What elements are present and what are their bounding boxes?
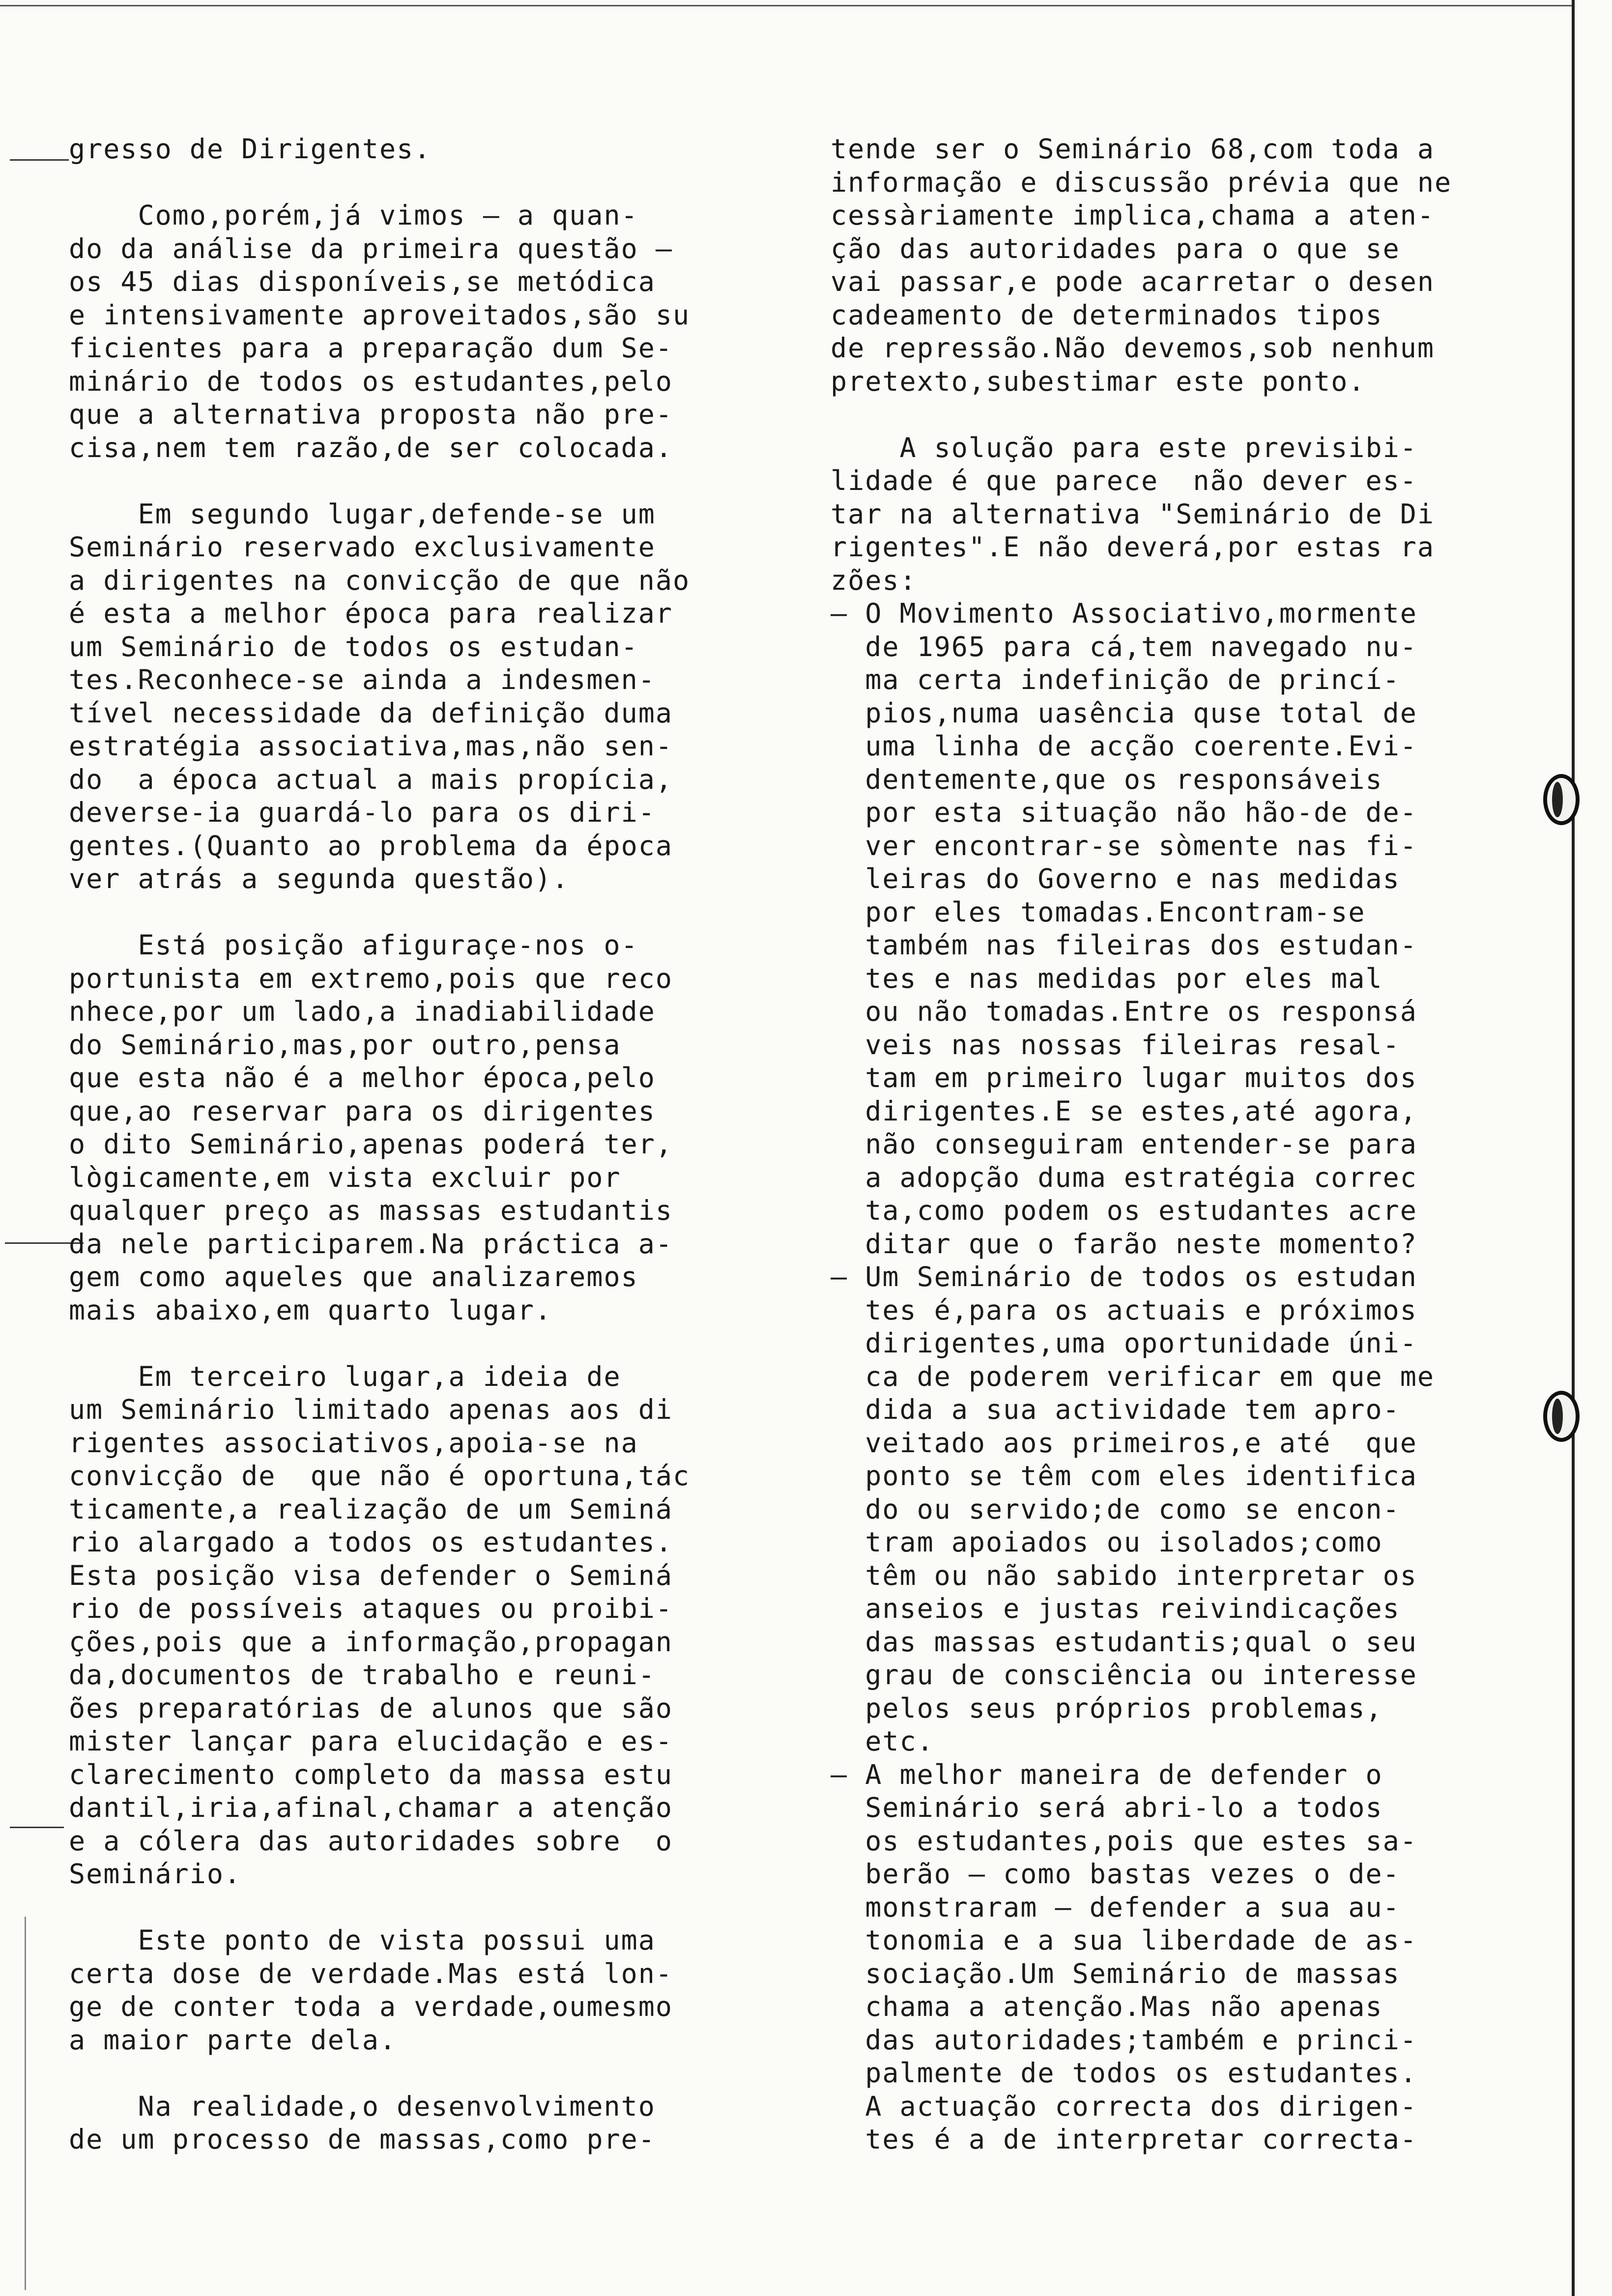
- text-line: por esta situação não hão-de de-: [831, 797, 1417, 828]
- text-line: cadeamento de determinados tipos: [831, 299, 1383, 331]
- page-left-edge: [25, 1917, 26, 2290]
- text-line: e a cólera das autoridades sobre o: [69, 1825, 673, 1857]
- text-line: um Seminário limitado apenas aos di: [69, 1394, 673, 1425]
- text-line: ge de conter toda a verdade,oumesmo: [69, 1991, 673, 2022]
- text-line: Está posição afiguraçe-nos o-: [69, 929, 638, 961]
- text-line: chama a atenção.Mas não apenas: [831, 1991, 1383, 2022]
- text-line: tes é a de interpretar correcta-: [831, 2124, 1417, 2155]
- text-line: ver encontrar-se sòmente nas fi-: [831, 830, 1417, 861]
- text-line: ver atrás a segunda questão).: [69, 863, 570, 894]
- text-line: gem como aqueles que analizaremos: [69, 1261, 638, 1292]
- text-line: informação e discussão prévia que ne: [831, 166, 1452, 198]
- text-line: grau de consciência ou interesse: [831, 1659, 1417, 1691]
- text-line: das autoridades;também e princi-: [831, 2024, 1417, 2056]
- text-line: que esta não é a melhor época,pelo: [69, 1062, 656, 1093]
- text-line: A actuação correcta dos dirigen-: [831, 2090, 1417, 2122]
- text-line: os estudantes,pois que estes sa-: [831, 1825, 1417, 1857]
- text-line: ções,pois que a informação,propagan: [69, 1626, 673, 1658]
- text-line: mister lançar para elucidação e es-: [69, 1725, 673, 1757]
- text-line: Seminário.: [69, 1858, 242, 1890]
- text-line: do a época actual a mais propícia,: [69, 763, 673, 795]
- paragraph-gap: [69, 2057, 796, 2090]
- text-line: do ou servido;de como se encon-: [831, 1493, 1400, 1525]
- text-line: clarecimento completo da massa estu: [69, 1758, 673, 1790]
- text-line: Em terceiro lugar,a ideia de: [69, 1360, 621, 1392]
- text-line: pelos seus próprios problemas,: [831, 1692, 1383, 1724]
- text-line: a dirigentes na convicção de que não: [69, 564, 691, 596]
- text-line: tível necessidade da definição duma: [69, 697, 673, 729]
- text-line: também nas fileiras dos estudan-: [831, 929, 1417, 961]
- paragraph-gap: [69, 464, 796, 498]
- text-line: os 45 dias disponíveis,se metódica: [69, 266, 656, 297]
- text-line: pios,numa uasência quse total de: [831, 697, 1417, 729]
- text-line: Como,porém,já vimos — a quan-: [69, 200, 638, 231]
- text-line: ma certa indefinição de princí-: [831, 664, 1400, 695]
- text-line: minário de todos os estudantes,pelo: [69, 365, 673, 397]
- paragraph-gap: [69, 1327, 796, 1360]
- text-line: ficientes para a preparação dum Se-: [69, 332, 673, 364]
- paragraph-gap: [831, 398, 1558, 431]
- text-line: mais abaixo,em quarto lugar.: [69, 1294, 552, 1326]
- text-line: deverse-ia guardá-lo para os diri-: [69, 797, 656, 828]
- text-line: A solução para este previsibi-: [831, 431, 1417, 463]
- text-line: tende ser o Seminário 68,com toda a: [831, 133, 1435, 165]
- text-line: qualquer preço as massas estudantis: [69, 1195, 673, 1226]
- text-line: da,documentos de trabalho e reuni-: [69, 1659, 656, 1691]
- text-line: veitado aos primeiros,e até que: [831, 1427, 1417, 1459]
- text-line: é esta a melhor época para realizar: [69, 598, 673, 629]
- text-line: rio alargado a todos os estudantes.: [69, 1526, 673, 1558]
- text-line: — O Movimento Associativo,mormente: [831, 598, 1417, 629]
- text-line: e intensivamente aproveitados,são su: [69, 299, 691, 331]
- text-line: ões preparatórias de alunos que são: [69, 1692, 673, 1724]
- text-line: cisa,nem tem razão,de ser colocada.: [69, 431, 673, 463]
- text-line: tes.Reconhece-se ainda a indesmen-: [69, 664, 656, 695]
- text-line: a maior parte dela.: [69, 2024, 397, 2056]
- text-line: tes é,para os actuais e próximos: [831, 1294, 1417, 1326]
- text-line: dirigentes,uma oportunidade úni-: [831, 1327, 1417, 1359]
- text-line: de 1965 para cá,tem navegado nu-: [831, 631, 1417, 662]
- text-line: convicção de que não é oportuna,tác: [69, 1460, 691, 1492]
- text-line: de repressão.Não devemos,sob nenhum: [831, 332, 1435, 364]
- text-line: ponto se têm com eles identifica: [831, 1460, 1417, 1492]
- text-line: dantil,iria,afinal,chamar a atenção: [69, 1792, 673, 1823]
- text-line: a adopção duma estratégia correc: [831, 1161, 1417, 1193]
- text-line: pretexto,subestimar este ponto.: [831, 365, 1366, 397]
- text-line: tar na alternativa "Seminário de Di: [831, 498, 1435, 530]
- text-line: veis nas nossas fileiras resal-: [831, 1029, 1400, 1061]
- text-line: do Seminário,mas,por outro,pensa: [69, 1029, 621, 1061]
- text-line: sociação.Um Seminário de massas: [831, 1957, 1400, 1989]
- text-line: ta,como podem os estudantes acre: [831, 1195, 1417, 1226]
- text-line: lògicamente,em vista excluir por: [69, 1161, 621, 1193]
- text-line: zões:: [831, 564, 917, 596]
- text-line: etc.: [831, 1725, 934, 1757]
- text-line: por eles tomadas.Encontram-se: [831, 896, 1366, 928]
- text-line: o dito Seminário,apenas poderá ter,: [69, 1128, 673, 1160]
- text-line: rigentes".E não deverá,por estas ra: [831, 531, 1435, 563]
- text-line: rio de possíveis ataques ou proibi-: [69, 1593, 673, 1624]
- text-line: tam em primeiro lugar muitos dos: [831, 1062, 1417, 1093]
- text-line: certa dose de verdade.Mas está lon-: [69, 1957, 673, 1989]
- left-text-column: [69, 133, 796, 2156]
- text-line: lidade é que parece não dever es-: [831, 465, 1417, 496]
- text-line: Seminário será abri-lo a todos: [831, 1792, 1383, 1823]
- text-line: palmente de todos os estudantes.: [831, 2057, 1417, 2089]
- text-line: dirigentes.E se estes,até agora,: [831, 1095, 1417, 1127]
- text-line: do da análise da primeira questão —: [69, 232, 673, 264]
- text-line: estratégia associativa,mas,não sen-: [69, 730, 673, 762]
- text-line: um Seminário de todos os estudan-: [69, 631, 638, 662]
- paragraph-gap: [69, 166, 796, 200]
- margin-mark: [10, 159, 69, 161]
- text-line: rigentes associativos,apoia-se na: [69, 1427, 638, 1459]
- text-line: da nele participarem.Na práctica a-: [69, 1228, 673, 1260]
- text-line: de um processo de massas,como pre-: [69, 2124, 656, 2155]
- paragraph-gap: [69, 896, 796, 929]
- text-line: gresso de Dirigentes.: [69, 133, 432, 165]
- text-line: berão — como bastas vezes o de-: [831, 1858, 1400, 1890]
- text-line: ca de poderem verificar em que me: [831, 1360, 1435, 1392]
- text-line: Em segundo lugar,defende-se um: [69, 498, 656, 530]
- text-line: cessàriamente implica,chama a aten-: [831, 200, 1435, 231]
- text-line: portunista em extremo,pois que reco: [69, 962, 673, 994]
- text-line: gentes.(Quanto ao problema da época: [69, 830, 673, 861]
- text-line: Seminário reservado exclusivamente: [69, 531, 656, 563]
- text-line: ção das autoridades para o que se: [831, 232, 1400, 264]
- text-line: têm ou não sabido interpretar os: [831, 1559, 1417, 1591]
- text-line: que,ao reservar para os dirigentes: [69, 1095, 656, 1127]
- text-line: Este ponto de vista possui uma: [69, 1924, 656, 1956]
- text-line: anseios e justas reivindicações: [831, 1593, 1400, 1624]
- text-line: Na realidade,o desenvolvimento: [69, 2090, 656, 2122]
- text-line: tram apoiados ou isolados;como: [831, 1526, 1383, 1558]
- text-line: leiras do Governo e nas medidas: [831, 863, 1400, 894]
- text-line: das massas estudantis;qual o seu: [831, 1626, 1417, 1658]
- text-line: vai passar,e pode acarretar o desen: [831, 266, 1435, 297]
- text-line: que a alternativa proposta não pre-: [69, 399, 673, 430]
- text-line: ou não tomadas.Entre os responsá: [831, 996, 1417, 1027]
- text-line: ditar que o farão neste momento?: [831, 1228, 1417, 1260]
- text-line: — A melhor maneira de defender o: [831, 1758, 1383, 1790]
- text-line: tonomia e a sua liberdade de as-: [831, 1924, 1417, 1956]
- right-text-column: [831, 133, 1558, 2156]
- page-right-edge: [1572, 0, 1575, 2296]
- text-line: monstraram — defender a sua au-: [831, 1891, 1400, 1923]
- text-line: dida a sua actividade tem apro-: [831, 1394, 1400, 1425]
- text-line: Esta posição visa defender o Seminá: [69, 1559, 673, 1591]
- text-line: não conseguiram entender-se para: [831, 1128, 1417, 1160]
- text-line: nhece,por um lado,a inadiabilidade: [69, 996, 656, 1027]
- margin-mark: [10, 1827, 64, 1828]
- text-line: uma linha de acção coerente.Evi-: [831, 730, 1417, 762]
- text-line: tes e nas medidas por eles mal: [831, 962, 1383, 994]
- page-top-rule: [0, 5, 1573, 6]
- text-line: dentemente,que os responsáveis: [831, 763, 1383, 795]
- text-line: ticamente,a realização de um Seminá: [69, 1493, 673, 1525]
- paragraph-gap: [69, 1891, 796, 1924]
- text-line: — Um Seminário de todos os estudan: [831, 1261, 1417, 1292]
